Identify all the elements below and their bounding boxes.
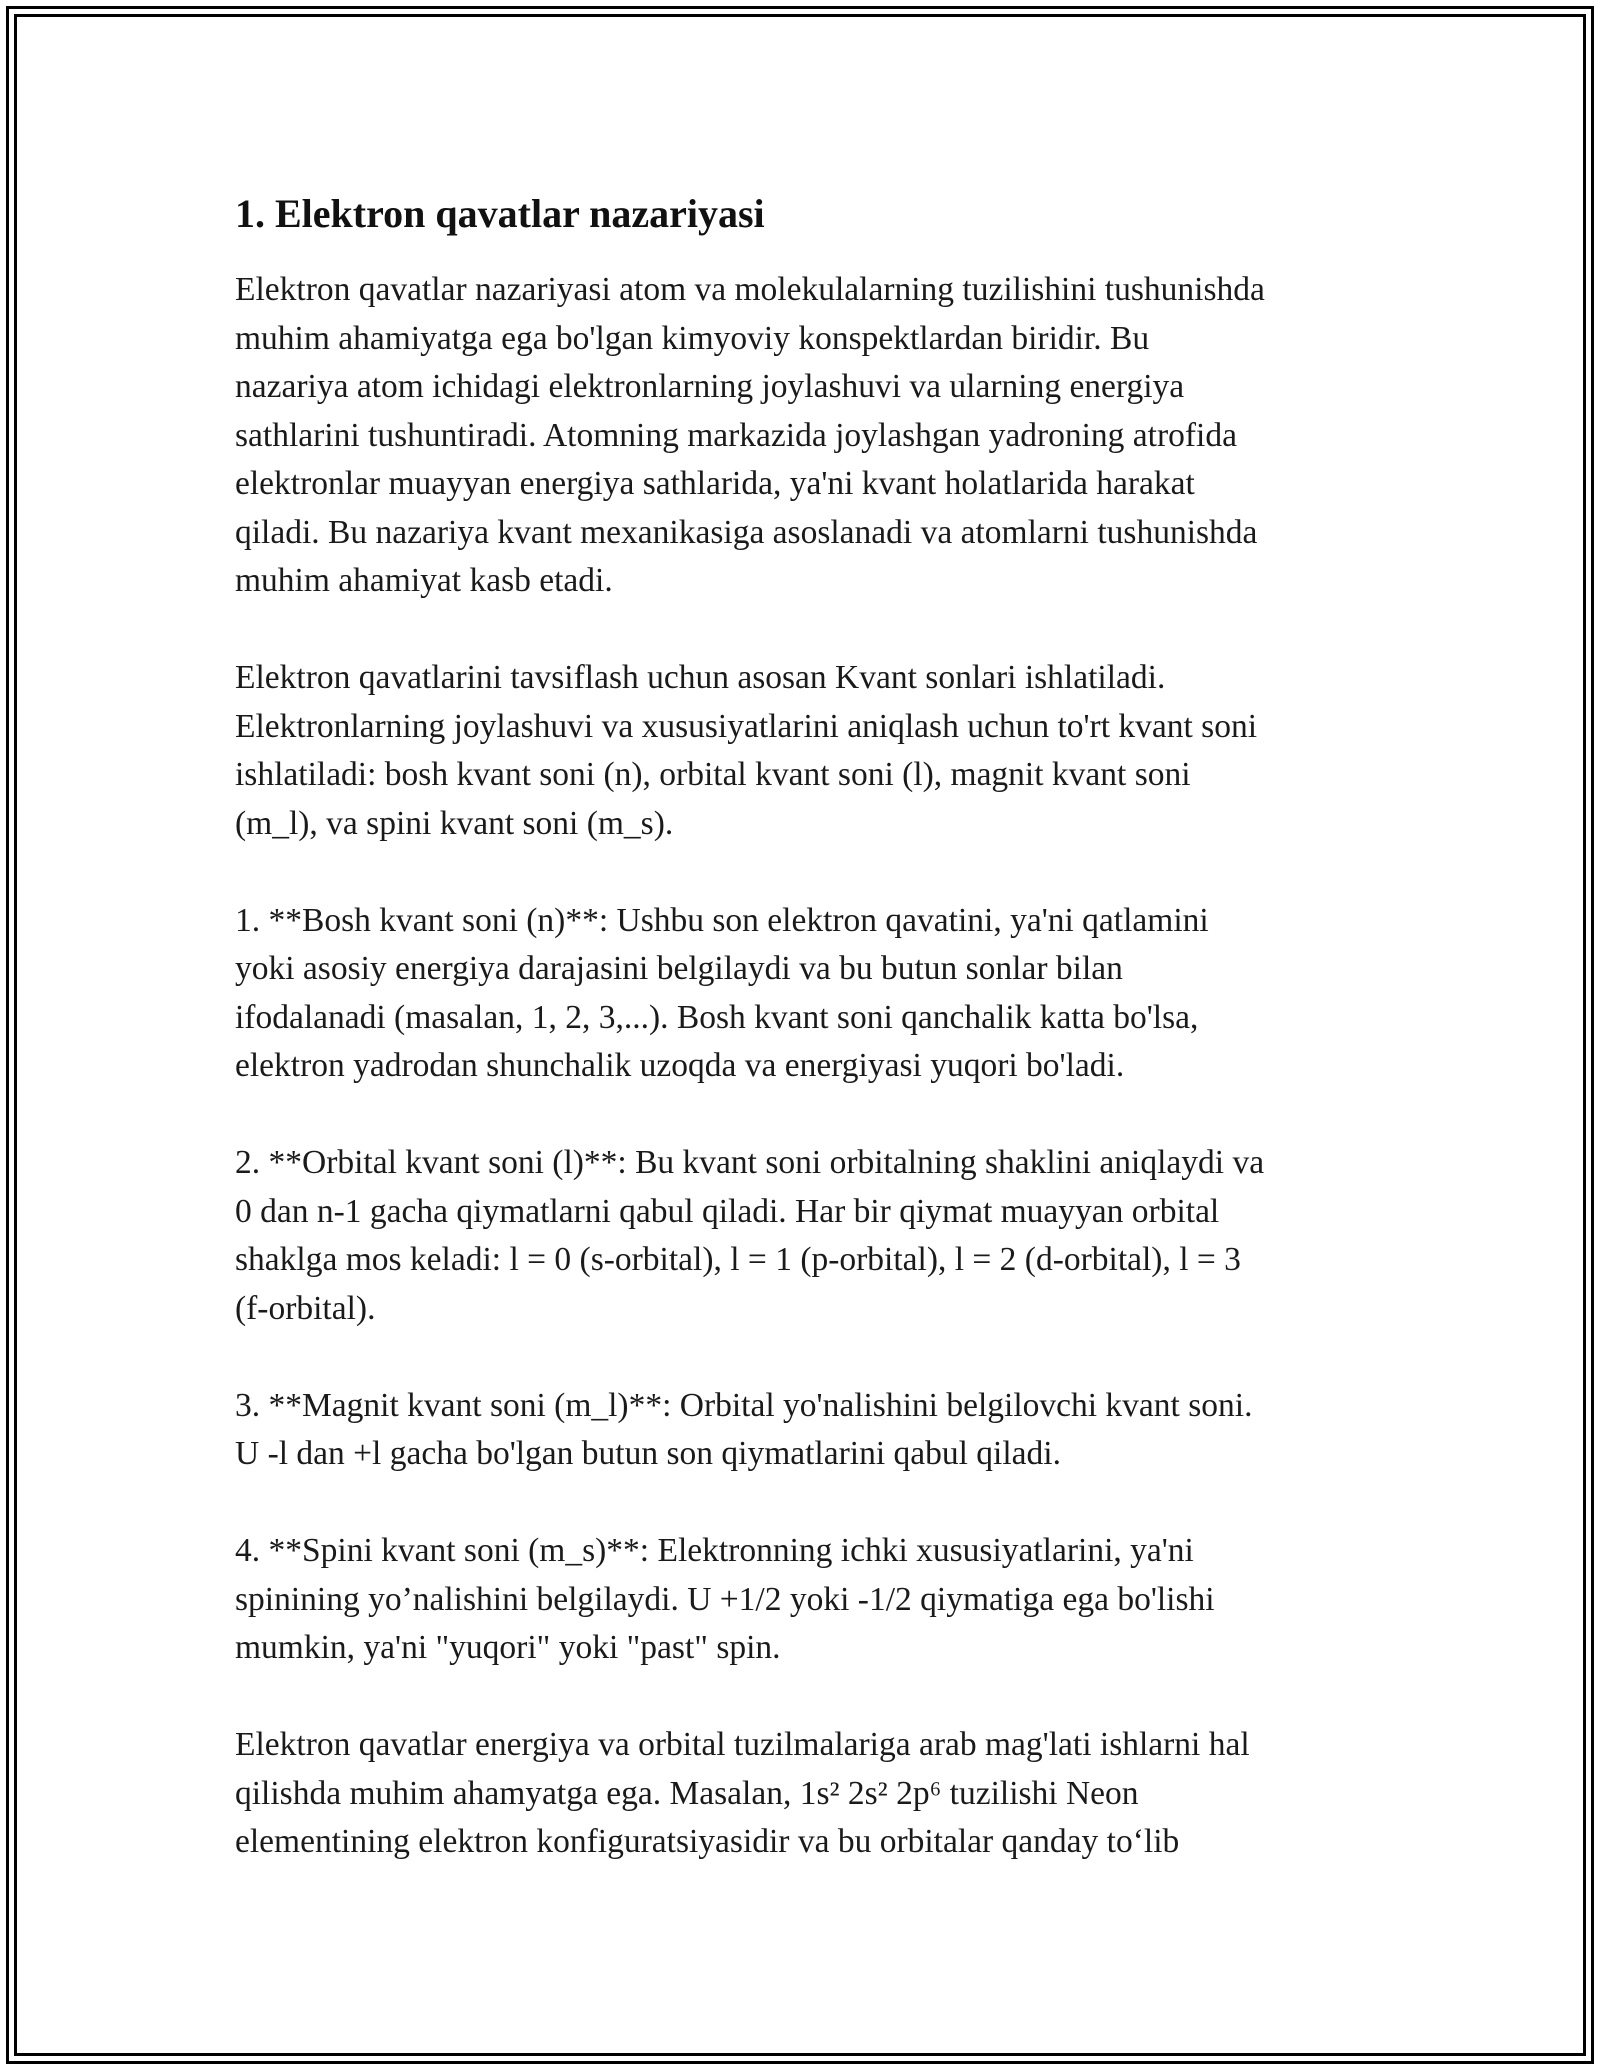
document-body [235,186,1385,1915]
paragraph-quantum-numbers: Elektron qavatlarini tavsiflash uchun asosan Kvant sonlari ishlatiladi. Elektronlarning joylashuvi va xususiyatlarini aniqlash uchun to'rt kvant soni ishlatiladi: bosh kvant soni (n), orbital kvant soni (l), magnit kvant soni (m_l), va spini kvant soni (m_s). [235,659,1258,842]
paragraph-orbital-quantum-number: 2. **Orbital kvant soni (l)**: Bu kvant soni orbitalning shaklini aniqlaydi va 0 dan n-1 gacha qiymatlarni qabul qiladi. Har bir qiymat muayyan orbital shaklga mos keladi: l = 0 (s-orbital), l = 1 (p-orbital), l = 2 (d-orbital), l = 3 (f-orbital). [235,1144,1265,1327]
paragraph-spin-quantum-number: 4. **Spini kvant soni (m_s)**: Elektronning ichki xususiyatlarini, ya'ni spinining yo’nalishini belgilaydi. U +1/2 yoki -1/2 qiymatiga ega bo'lishi mumkin, ya'ni "yuqori" yoki "past" spin. [235,1532,1215,1666]
paragraph-intro: Elektron qavatlar nazariyasi atom va molekulalarning tuzilishini tushunishda muhim ahamiyatga ega bo'lgan kimyoviy konspektlardan biridir. Bu nazariya atom ichidagi elektronlarning joylashuvi va ularning energiya sathlarini tushuntiradi. Atomning markazida joylashgan yadroning atrofida elektronlar muayyan energiya sathlarida, ya'ni kvant holatlarida harakat qiladi. Bu nazariya kvant mexanikasiga asoslanadi va atomlarni tushunishda muhim ahamiyat kasb etadi. [235,271,1265,599]
paragraph-electron-configuration: Elektron qavatlar energiya va orbital tuzilmalariga arab mag'lati ishlarni hal qilishda muhim ahamyatga ega. Masalan, 1s² 2s² 2p⁶ tuzilishi Neon elementining elektron konfiguratsiyasidir va bu orbitalar qanday to‘lib [235,1726,1250,1860]
paragraph-magnetic-quantum-number: 3. **Magnit kvant soni (m_l)**: Orbital yo'nalishini belgilovchi kvant soni. U -l dan +l gacha bo'lgan butun son qiymatlarini qabul qiladi. [235,1386,1253,1472]
section-title: 1. Elektron qavatlar nazariyasi [235,191,765,236]
paragraph-principal-quantum-number: 1. **Bosh kvant soni (n)**: Ushbu son elektron qavatini, ya'ni qatlamini yoki asosiy energiya darajasini belgilaydi va bu butun sonlar bilan ifodalanadi (masalan, 1, 2, 3,...). Bosh kvant soni qanchalik katta bo'lsa, elektron yadrodan shunchalik uzoqda va energiyasi yuqori bo'ladi. [235,901,1209,1084]
